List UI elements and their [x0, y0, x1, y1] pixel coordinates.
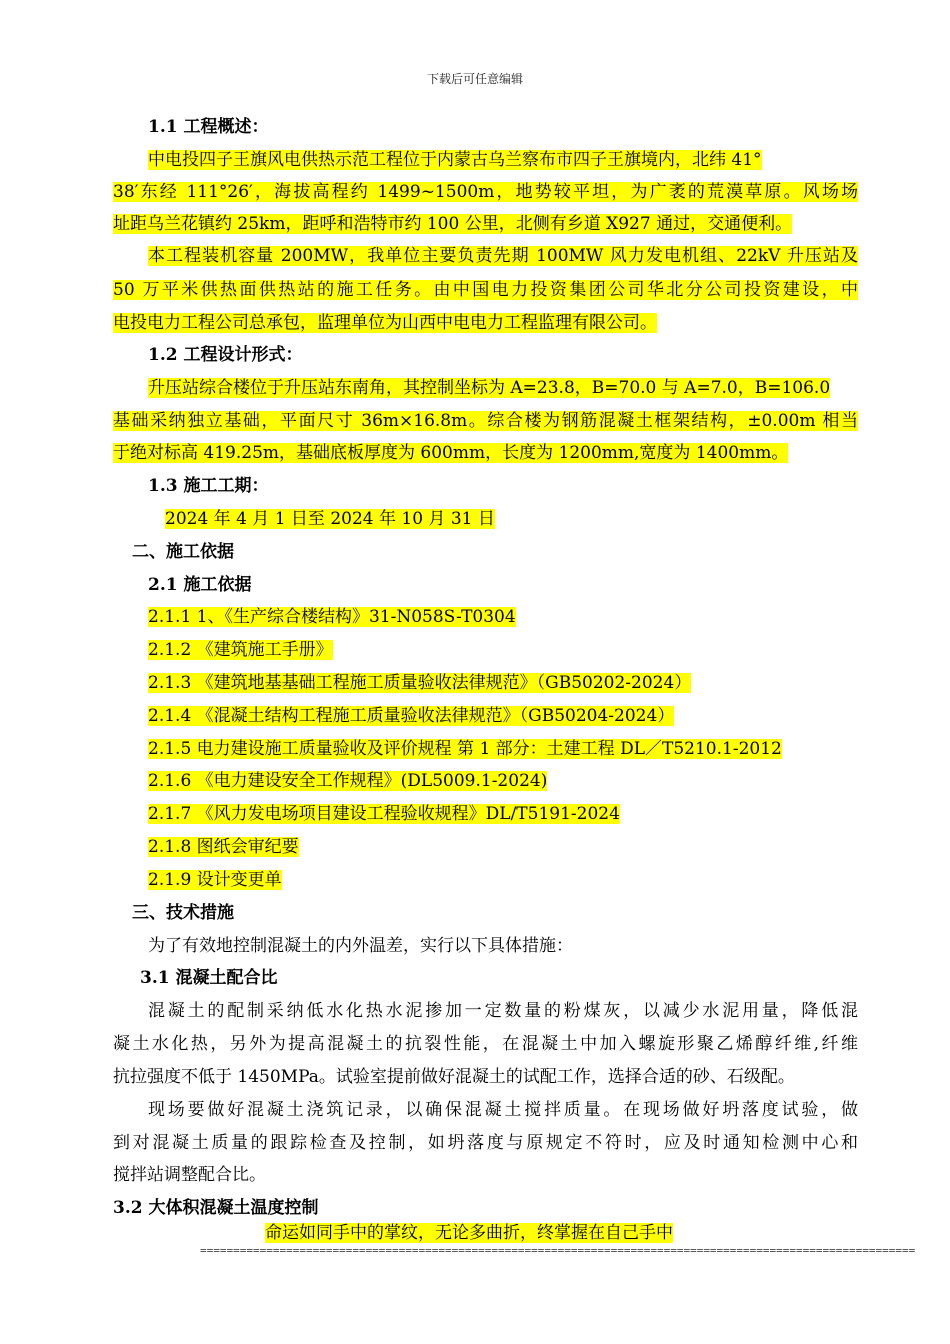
footer-motto: 命运如同手中的掌纹，无论多曲折，终掌握在自己手中: [265, 1223, 673, 1243]
section-1-3-title: 1.3 施工工期：: [148, 476, 269, 496]
paragraph-line: 到对混凝土质量的跟踪检查及控制，如坍落度与原规定不符时，应及时通知检测中心和: [113, 1133, 858, 1153]
basis-item: 2.1.5 电力建设施工质量验收及评价规程 第 1 部分：土建工程 DL／T5210.1-2012: [148, 739, 782, 759]
basis-item: 2.1.7 《风力发电场项目建设工程验收规程》DL/T5191-2024: [148, 804, 620, 824]
basis-item: 2.1.8 图纸会审纪要: [148, 837, 299, 857]
basis-item: 2.1.9 设计变更单: [148, 870, 282, 890]
paragraph-line: 现场要做好混凝土浇筑记录，以确保混凝土搅拌质量。在现场做好坍落度试验，做: [148, 1100, 858, 1120]
section-1-1-title: 1.1 工程概述：: [148, 117, 269, 137]
basis-item: 2.1.4 《混凝土结构工程施工质量验收法律规范》（GB50204-2024）: [148, 706, 675, 726]
basis-item: 2.1.6 《电力建设安全工作规程》(DL5009.1-2024): [148, 771, 548, 791]
basis-item: 2.1.2 《建筑施工手册》: [148, 640, 333, 660]
paragraph-line: 凝土水化热，另外为提高混凝土的抗裂性能，在混凝土中加入螺旋形聚乙烯醇纤维,纤维: [113, 1034, 858, 1054]
basis-item: 2.1.1 1、《生产综合楼结构》31-N058S-T0304: [148, 607, 516, 627]
section-3-2-title: 3.2 大体积混凝土温度控制: [113, 1198, 319, 1218]
page-header: 下载后可任意编辑: [426, 72, 523, 86]
paragraph-line: 中电投四子王旗风电供热示范工程位于内蒙古乌兰察布市四子王旗境内，北纬 41°: [148, 150, 762, 170]
footer-rule: ============================================================================================================: [200, 1244, 916, 1257]
paragraph-line: 50 万平米供热面供热站的施工任务。由中国电力投资集团公司华北分公司投资建设，中: [113, 280, 858, 300]
paragraph-line: 搅拌站调整配合比。: [113, 1165, 266, 1185]
section-2-title: 二、施工依据: [132, 542, 234, 562]
paragraph-line: 混凝土的配制采纳低水化热水泥掺加一定数量的粉煤灰，以减少水泥用量，降低混: [148, 1001, 858, 1021]
section-3-title: 三、技术措施: [132, 903, 234, 923]
section-2-1-title: 2.1 施工依据: [148, 575, 252, 595]
paragraph-line: 址距乌兰花镇约 25km，距呼和浩特市约 100 公里，北侧有乡道 X927 通过，交通便利。: [113, 214, 793, 234]
paragraph-line: 本工程装机容量 200MW，我单位主要负责先期 100MW 风力发电机组、22kV 升压站及: [148, 246, 858, 266]
paragraph-line: 38′东经 111°26′，海拔高程约 1499~1500m，地势较平坦，为广袤的荒漠草原。风场场: [113, 182, 858, 202]
section-1-2-title: 1.2 工程设计形式：: [148, 345, 303, 365]
paragraph-line: 于绝对标高 419.25m，基础底板厚度为 600mm，长度为 1200mm,宽度为 1400mm。: [113, 443, 789, 463]
section-3-intro: 为了有效地控制混凝土的内外温差，实行以下具体措施：: [148, 936, 573, 956]
paragraph-line: 电投电力工程公司总承包，监理单位为山西中电电力工程监理有限公司。: [113, 313, 657, 333]
paragraph-line: 抗拉强度不低于 1450MPa。试验室提前做好混凝土的试配工作，选择合适的砂、石级配。: [113, 1067, 795, 1087]
paragraph-line: 升压站综合楼位于升压站东南角，其控制坐标为 A=23.8，B=70.0 与 A=7.0，B=106.0: [148, 378, 831, 398]
paragraph-line: 基础采纳独立基础，平面尺寸 36m×16.8m。综合楼为钢筋混凝土框架结构，±0.00m 相当: [113, 411, 858, 431]
basis-item: 2.1.3 《建筑地基基础工程施工质量验收法律规范》（GB50202-2024）: [148, 673, 692, 693]
construction-period: 2024 年 4 月 1 日至 2024 年 10 月 31 日: [165, 509, 495, 529]
section-3-1-title: 3.1 混凝土配合比: [140, 968, 278, 988]
